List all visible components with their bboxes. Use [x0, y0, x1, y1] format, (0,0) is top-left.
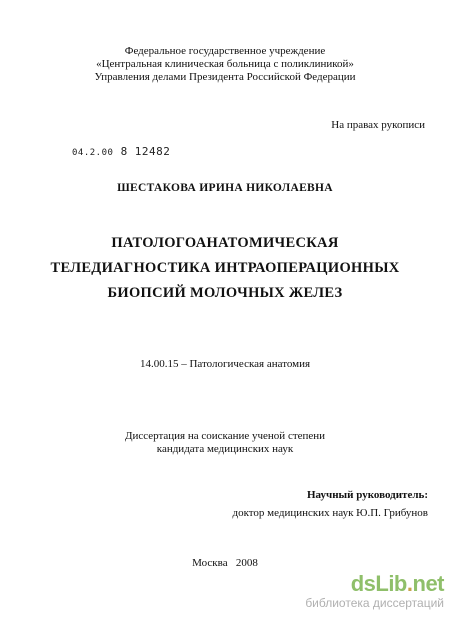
stamp-number: 8 12482: [120, 145, 171, 158]
dslib-logo: [305, 572, 444, 596]
degree-line-1: Диссертация на соискание ученой степени: [124, 430, 326, 442]
dissertation-title-line-2: ТЕЛЕДИАГНОСТИКА ИНТРАОПЕРАЦИОННЫХ: [50, 260, 400, 276]
city-year: Москва 2008: [192, 557, 258, 569]
manuscript-rights-note: На правах рукописи: [331, 119, 425, 131]
logo-right: net: [412, 571, 444, 596]
watermark-caption: библиотека диссертаций: [305, 596, 444, 610]
supervisor-heading: Научный руководитель:: [307, 489, 428, 501]
institution-line-1: Федеральное государственное учреждение: [124, 45, 326, 57]
supervisor-name: доктор медицинских наук Ю.П. Грибунов: [232, 507, 428, 519]
author-name: ШЕСТАКОВА ИРИНА НИКОЛАЕВНА: [117, 182, 333, 194]
library-stamp: [72, 145, 170, 158]
logo-left: dsLib: [350, 571, 407, 596]
stamp-code: 04.2.00: [72, 148, 114, 158]
institution-line-3: Управления делами Президента Российской Федерации: [94, 71, 356, 83]
dslib-watermark: [305, 572, 444, 610]
degree-line-2: кандидата медицинских наук: [156, 443, 294, 455]
institution-line-2: «Центральная клиническая больница с поликлиникой»: [96, 58, 354, 70]
logo-dot: .: [406, 571, 413, 596]
dissertation-title-line-1: ПАТОЛОГОАНАТОМИЧЕСКАЯ: [111, 235, 339, 251]
dissertation-title-line-3: БИОПСИЙ МОЛОЧНЫХ ЖЕЛЕЗ: [107, 285, 343, 301]
specialty-code: 14.00.15 – Патологическая анатомия: [139, 358, 311, 370]
